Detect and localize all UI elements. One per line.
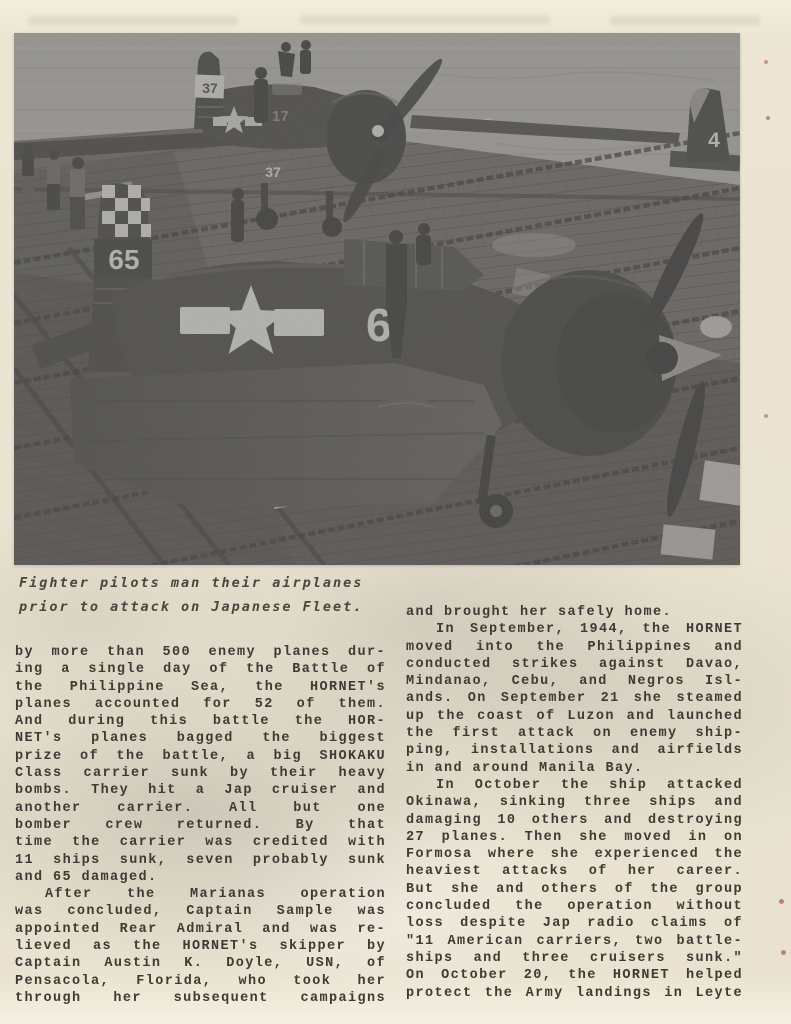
text-line: another carrier. All but one	[15, 800, 386, 816]
text-line: conducted strikes against Davao,	[406, 656, 743, 672]
text-line: and brought her safely home.	[406, 605, 673, 620]
text-line: But she and others of the group	[406, 881, 743, 897]
text-line: heaviest attacks of her career.	[406, 864, 743, 880]
rust-speck	[779, 899, 784, 904]
text-line: up the coast of Luzon and launched	[406, 708, 743, 724]
text-line: NET's planes bagged the biggest	[15, 731, 386, 747]
text-line: 27 planes. Then she moved in on	[406, 829, 743, 845]
text-line: In October the ship attacked	[436, 777, 743, 793]
text-line: Captain Austin K. Doyle, USN, of	[15, 956, 386, 972]
text-line: Formosa where she experienced the	[406, 847, 743, 863]
text-column-right	[406, 604, 743, 1002]
text-line: the first attack on enemy ship-	[406, 726, 743, 742]
text-column-left	[15, 644, 386, 1007]
text-line: Class carrier sunk by their heavy	[15, 766, 386, 782]
text-line: ing a single day of the Battle of	[15, 662, 386, 678]
text-line: "11 American carriers, two battle-	[406, 933, 743, 949]
text-line: Okinawa, sinking three ships and	[406, 795, 743, 811]
text-line: In September, 1944, the HORNET	[436, 622, 743, 638]
photo-illustration	[14, 33, 740, 565]
text-line: damaging 10 others and destroying	[406, 812, 743, 828]
text-line: And during this battle the HOR-	[15, 714, 386, 730]
text-line: 11 ships sunk, seven probably sunk	[15, 852, 386, 868]
text-line: ping, installations and airfields	[406, 743, 743, 759]
rust-speck	[764, 60, 768, 64]
text-line: bomber crew returned. By that	[15, 817, 386, 833]
rust-speck	[781, 950, 786, 955]
carrier-deck-photograph	[14, 33, 740, 565]
bleed-through-smudge	[610, 16, 760, 25]
text-line: concluded the operation without	[406, 899, 743, 915]
text-line: planes accounted for 52 of them.	[15, 696, 386, 712]
text-line: loss despite Jap radio claims of	[406, 916, 743, 932]
photo-caption	[19, 571, 381, 619]
text-line: On October 20, the HORNET helped	[406, 968, 743, 984]
text-line: Mindanao, Cebu, and Negros Isl-	[406, 674, 743, 690]
text-line: ships and three cruisers sunk."	[406, 950, 743, 966]
text-line: by more than 500 enemy planes dur-	[15, 645, 386, 660]
caption-line: Fighter pilots man their airplanes	[19, 575, 364, 591]
text-line: After the Marianas operation	[45, 887, 386, 903]
bleed-through-smudge	[300, 15, 550, 24]
text-line: was concluded, Captain Sample was	[15, 904, 386, 920]
text-line: and 65 damaged.	[15, 869, 158, 885]
text-line: Pensacola, Florida, who took her	[15, 973, 386, 989]
film-grain-overlay	[14, 33, 740, 565]
caption-line: prior to attack on Japanese Fleet.	[19, 599, 364, 615]
rust-speck	[764, 414, 768, 418]
text-line: the Philippine Sea, the HORNET's	[15, 679, 386, 695]
text-line: prize of the battle, a big SHOKAKU	[15, 748, 386, 764]
text-line: time the carrier was credited with	[15, 835, 386, 851]
text-line: lieved as the HORNET's skipper by	[15, 939, 386, 955]
text-line: appointed Rear Admiral and was re-	[15, 921, 386, 937]
text-line: in and around Manila Bay.	[406, 760, 644, 776]
text-line: bombs. They hit a Jap cruiser and	[15, 783, 386, 799]
text-line: through her subsequent campaigns	[15, 990, 386, 1006]
rust-speck	[766, 116, 770, 120]
text-line: moved into the Philippines and	[406, 639, 743, 655]
bleed-through-smudge	[28, 16, 238, 25]
text-line: protect the Army landings in Leyte	[406, 985, 743, 1001]
text-line: ands. On September 21 she steamed	[406, 691, 743, 707]
